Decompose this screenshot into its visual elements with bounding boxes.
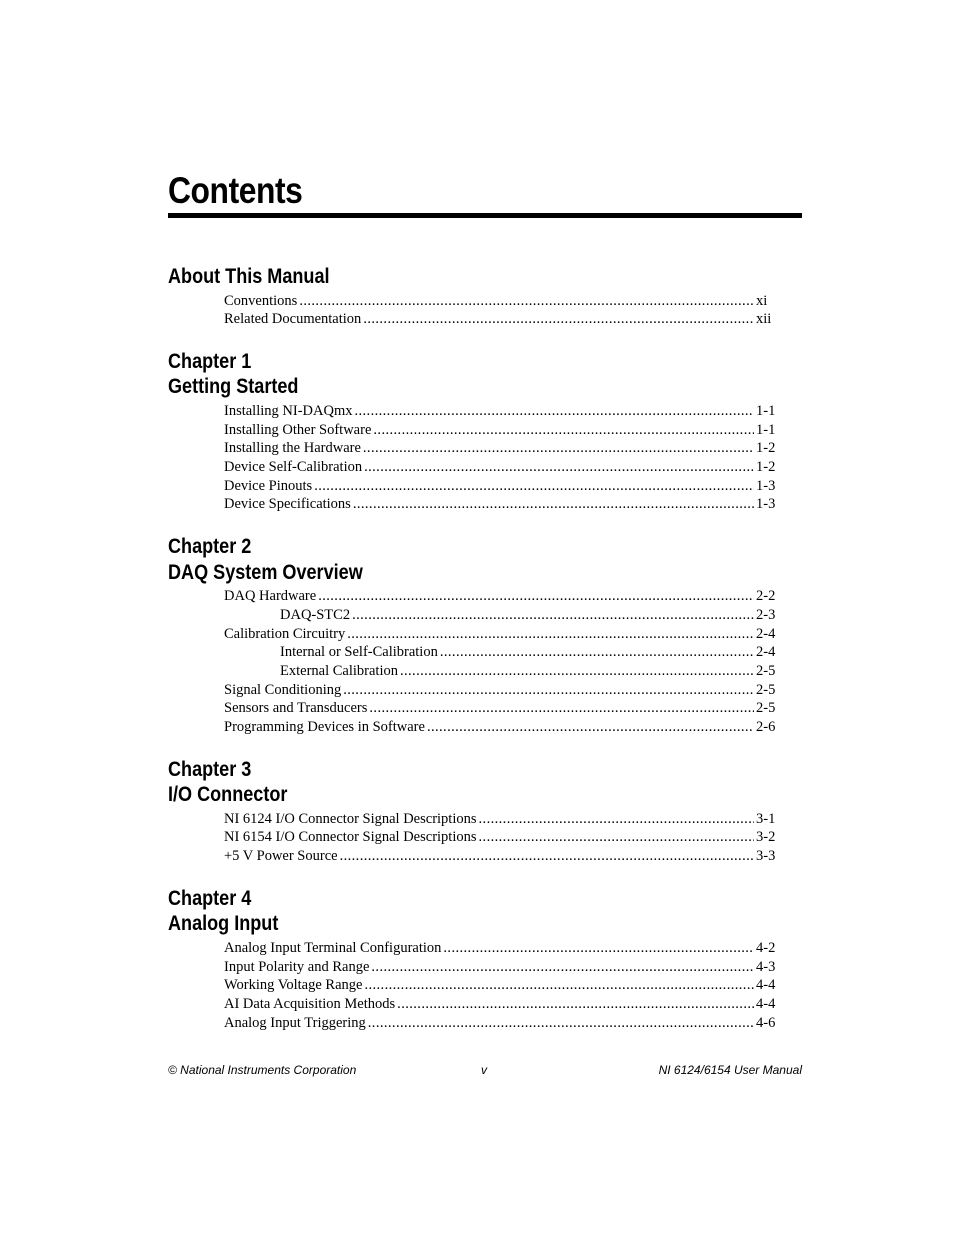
dot-leader [314, 477, 754, 496]
section-entries [168, 402, 802, 514]
footer-page-number: v [481, 1063, 487, 1077]
footer-copyright: © National Instruments Corporation [168, 1063, 357, 1077]
table-of-contents [168, 264, 802, 1052]
toc-entry-page: 2-5 [756, 700, 776, 717]
dot-leader [363, 310, 754, 329]
toc-entry[interactable] [168, 662, 776, 681]
dot-leader [354, 402, 754, 421]
toc-entry-page: 1-1 [756, 402, 776, 419]
toc-entry-label: Calibration Circuitry [224, 625, 346, 642]
toc-entry-page: 2-5 [756, 681, 776, 698]
toc-entry-label: +5 V Power Source [224, 848, 338, 865]
toc-entry-page: 3-1 [756, 810, 776, 827]
page-title: Contents [168, 170, 303, 211]
toc-entry-label: DAQ-STC2 [280, 606, 351, 623]
page-footer [168, 1062, 802, 1078]
toc-entry-label: Related Documentation [224, 311, 362, 328]
dot-leader [368, 1014, 754, 1033]
section-heading: I/O Connector [168, 783, 288, 807]
toc-entry[interactable] [168, 995, 776, 1014]
toc-section [168, 349, 802, 514]
toc-entry[interactable] [168, 718, 776, 737]
footer-manual-title: NI 6124/6154 User Manual [658, 1063, 802, 1077]
dot-leader [479, 828, 754, 847]
section-heading: Getting Started [168, 375, 299, 399]
dot-leader [397, 995, 754, 1014]
toc-section [168, 757, 802, 866]
toc-entry-label: Device Pinouts [224, 477, 313, 494]
toc-entry[interactable] [168, 458, 776, 477]
toc-entry-label: Analog Input Triggering [224, 1014, 366, 1031]
section-entries [168, 810, 802, 866]
section-entries [168, 292, 802, 329]
section-heading: Chapter 2 [168, 535, 252, 559]
toc-entry-label: Sensors and Transducers [224, 700, 368, 717]
dot-leader [347, 625, 754, 644]
toc-entry-page: 1-1 [756, 421, 776, 438]
section-entries [168, 939, 802, 1033]
toc-entry-label: NI 6124 I/O Connector Signal Descriptions [224, 810, 477, 827]
toc-entry-page: 2-2 [756, 588, 776, 605]
toc-entry-label: AI Data Acquisition Methods [224, 995, 396, 1012]
toc-entry-page: 1-2 [756, 459, 776, 476]
toc-entry-label: Input Polarity and Range [224, 958, 370, 975]
toc-entry[interactable] [168, 310, 776, 329]
dot-leader [369, 699, 754, 718]
toc-section [168, 534, 802, 737]
toc-entry-page: 2-3 [756, 606, 776, 623]
dot-leader [299, 292, 754, 311]
toc-entry-page: 4-4 [756, 977, 776, 994]
section-heading: DAQ System Overview [168, 560, 363, 584]
dot-leader [443, 939, 754, 958]
toc-entry[interactable] [168, 699, 776, 718]
section-heading: Chapter 3 [168, 757, 252, 781]
toc-entry[interactable] [168, 643, 776, 662]
toc-entry[interactable] [168, 810, 776, 829]
section-heading: Chapter 1 [168, 349, 252, 373]
toc-entry-page: 1-3 [756, 496, 776, 513]
toc-entry-page: 2-5 [756, 662, 776, 679]
dot-leader [340, 847, 754, 866]
toc-entry-page: 4-3 [756, 958, 776, 975]
dot-leader [343, 681, 754, 700]
toc-entry-page: xii [756, 311, 772, 328]
section-heading: About This Manual [168, 265, 330, 288]
dot-leader [364, 976, 754, 995]
toc-entry-label: Device Specifications [224, 496, 351, 513]
toc-entry[interactable] [168, 958, 776, 977]
toc-entry-page: 4-4 [756, 995, 776, 1012]
toc-entry[interactable] [168, 402, 776, 421]
toc-entry[interactable] [168, 421, 776, 440]
toc-entry[interactable] [168, 606, 776, 625]
toc-entry-label: Signal Conditioning [224, 681, 342, 698]
toc-entry[interactable] [168, 587, 776, 606]
dot-leader [353, 495, 754, 514]
toc-entry-page: 3-2 [756, 829, 776, 846]
toc-entry-page: xi [756, 292, 768, 309]
toc-entry-label: Installing NI-DAQmx [224, 402, 353, 419]
toc-entry-label: Device Self-Calibration [224, 459, 363, 476]
toc-entry-page: 4-2 [756, 939, 776, 956]
toc-entry[interactable] [168, 439, 776, 458]
dot-leader [364, 458, 754, 477]
toc-entry[interactable] [168, 847, 776, 866]
toc-entry[interactable] [168, 976, 776, 995]
dot-leader [373, 421, 754, 440]
toc-entry[interactable] [168, 939, 776, 958]
toc-entry-page: 1-2 [756, 440, 776, 457]
toc-entry-page: 2-4 [756, 625, 776, 642]
toc-entry-label: NI 6154 I/O Connector Signal Descriptions [224, 829, 477, 846]
dot-leader [371, 958, 754, 977]
toc-entry[interactable] [168, 292, 776, 311]
toc-entry-page: 3-3 [756, 848, 776, 865]
toc-entry-label: Installing Other Software [224, 421, 372, 438]
toc-entry-label: External Calibration [280, 662, 398, 679]
dot-leader [363, 439, 754, 458]
dot-leader [400, 662, 754, 681]
toc-entry-label: Working Voltage Range [224, 977, 363, 994]
toc-entry[interactable] [168, 495, 776, 514]
dot-leader [479, 810, 754, 829]
dot-leader [352, 606, 754, 625]
toc-entry-label: DAQ Hardware [224, 588, 317, 605]
toc-section [168, 886, 802, 1033]
toc-entry[interactable] [168, 477, 776, 496]
toc-entry-page: 2-4 [756, 644, 776, 661]
toc-entry-page: 1-3 [756, 477, 776, 494]
toc-section [168, 264, 802, 329]
title-rule [168, 213, 802, 218]
dot-leader [440, 643, 754, 662]
section-entries [168, 587, 802, 737]
toc-entry[interactable] [168, 625, 776, 644]
section-heading: Chapter 4 [168, 886, 252, 910]
toc-entry-label: Programming Devices in Software [224, 719, 425, 736]
toc-entry-page: 4-6 [756, 1014, 776, 1031]
dot-leader [427, 718, 754, 737]
toc-entry[interactable] [168, 828, 776, 847]
toc-entry-label: Analog Input Terminal Configuration [224, 939, 442, 956]
toc-entry-page: 2-6 [756, 719, 776, 736]
toc-entry[interactable] [168, 1014, 776, 1033]
toc-entry-label: Installing the Hardware [224, 440, 361, 457]
toc-entry[interactable] [168, 681, 776, 700]
dot-leader [318, 587, 754, 606]
section-heading: Analog Input [168, 912, 279, 936]
toc-entry-label: Conventions [224, 292, 298, 309]
toc-entry-label: Internal or Self-Calibration [280, 644, 438, 661]
